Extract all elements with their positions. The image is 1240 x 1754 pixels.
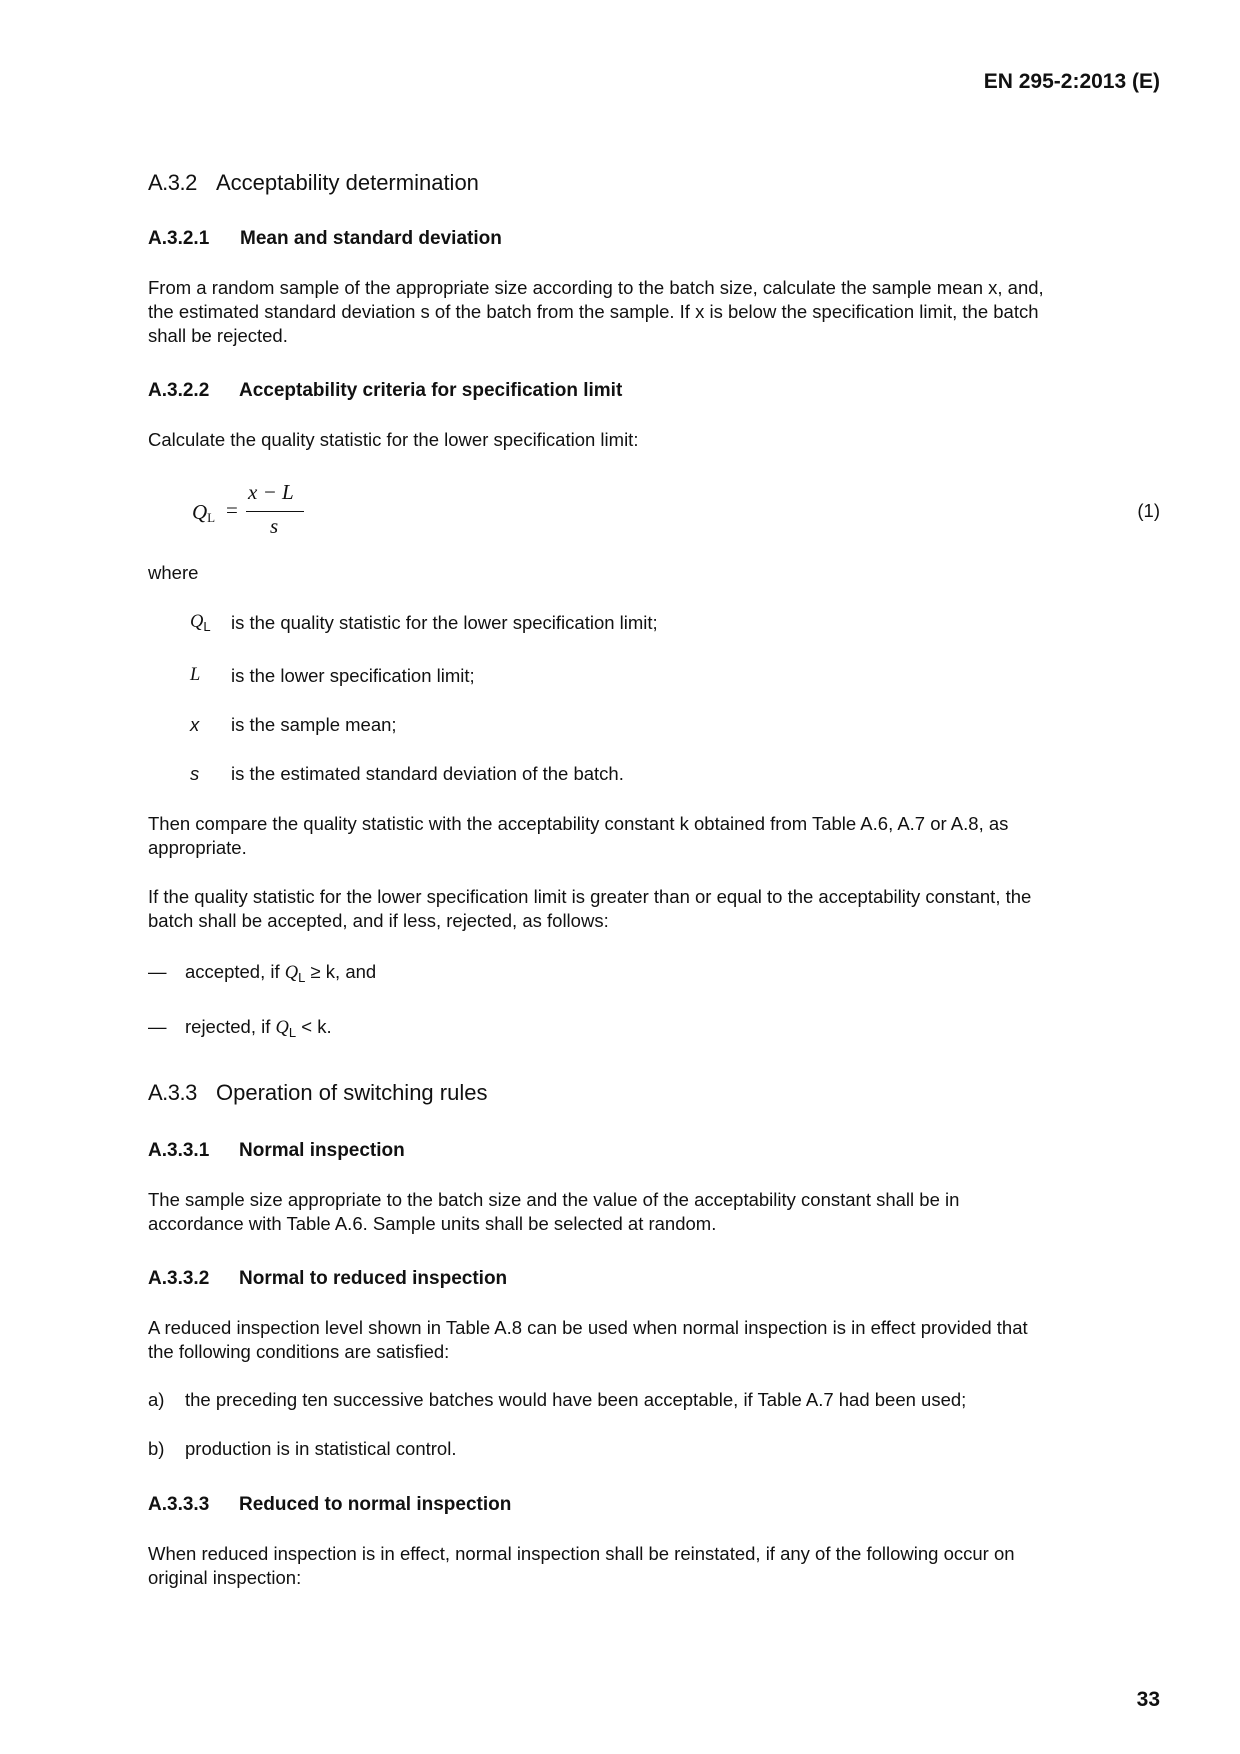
paragraph-normal-inspection — [148, 1188, 1168, 1236]
equation-quality-statistic — [190, 478, 320, 548]
section-number: A.3.2.2 — [148, 380, 210, 401]
section-number: A.3.3.2 — [148, 1268, 210, 1289]
page-number: 33 — [1136, 1688, 1160, 1711]
section-title: Mean and standard deviation — [240, 228, 502, 249]
section-heading-a32 — [148, 170, 479, 196]
list-label-b: b) — [148, 1438, 165, 1459]
section-title: Reduced to normal inspection — [239, 1494, 512, 1515]
list-label-a: a) — [148, 1389, 165, 1410]
section-title: Acceptability criteria for specification limit — [239, 380, 623, 401]
section-heading-a333 — [148, 1494, 511, 1516]
fraction-bar — [246, 511, 304, 512]
section-number: A.3.3 — [148, 1080, 197, 1105]
section-number: A.3.2 — [148, 170, 197, 195]
document-id: EN 295-2:2013 (E) — [983, 70, 1160, 93]
paragraph-line: appropriate. — [148, 837, 247, 858]
section-title: Acceptability determination — [216, 170, 479, 195]
section-heading-a322 — [148, 380, 622, 402]
definition-ql: is the quality statistic for the lower specification limit; — [231, 612, 658, 633]
definition-s: is the estimated standard deviation of the batch. — [231, 763, 624, 784]
section-title: Normal inspection — [239, 1140, 405, 1161]
section-title: Normal to reduced inspection — [239, 1268, 508, 1289]
section-heading-a33 — [148, 1080, 487, 1106]
paragraph-line: the estimated standard deviation s of the batch from the sample. If x is below the specification limit, the batch — [148, 301, 1039, 322]
paragraph-line: shall be rejected. — [148, 325, 288, 346]
section-number: A.3.2.1 — [148, 228, 210, 249]
equation-lhs: $Q_L$ — [192, 500, 216, 525]
equation-numerator: x − L — [248, 480, 294, 504]
paragraph-line: When reduced inspection is in effect, normal inspection shall be reinstated, if any of the following occur on — [148, 1543, 1015, 1564]
definition-x: is the sample mean; — [231, 714, 397, 735]
section-number: A.3.3.1 — [148, 1140, 210, 1161]
symbol-x: x — [190, 714, 200, 735]
paragraph-line: original inspection: — [148, 1567, 302, 1588]
paragraph-line: From a random sample of the appropriate size according to the batch size, calculate the sample mean x, and, — [148, 277, 1044, 298]
symbol-s: s — [190, 763, 200, 784]
section-title: Operation of switching rules — [216, 1080, 488, 1105]
bullet-dash: — — [148, 1016, 167, 1037]
definition-l: is the lower specification limit; — [231, 665, 475, 686]
paragraph-line: batch shall be accepted, and if less, rejected, as follows: — [148, 910, 609, 931]
paragraph-line: The sample size appropriate to the batch size and the value of the acceptability constant shall be in — [148, 1189, 960, 1210]
where-label: where — [148, 562, 199, 583]
bullet-accepted: accepted, if $Q_L \ge k$, and — [185, 961, 377, 985]
list-item-a: the preceding ten successive batches would have been acceptable, if Table A.7 had been used; — [185, 1389, 967, 1410]
paragraph-compare — [148, 812, 1168, 860]
paragraph-reduced-to-normal — [148, 1542, 1168, 1590]
equals-sign: = — [226, 498, 238, 522]
symbol-l: L — [190, 665, 201, 685]
paragraph-mean-sd — [148, 276, 1168, 348]
section-heading-a332 — [148, 1268, 507, 1290]
paragraph-line: If the quality statistic for the lower specification limit is greater than or equal to the acceptability constant, the — [148, 886, 1032, 907]
bullet-rejected: rejected, if $Q_L < k$. — [185, 1016, 332, 1040]
paragraph-line: the following conditions are satisfied: — [148, 1341, 450, 1362]
bullet-dash: — — [148, 961, 167, 982]
paragraph-normal-to-reduced — [148, 1316, 1168, 1364]
section-heading-a321 — [148, 228, 502, 250]
section-heading-a331 — [148, 1140, 405, 1162]
equation-denominator: s — [270, 514, 279, 538]
list-item-b: production is in statistical control. — [185, 1438, 457, 1459]
equation-number: (1) — [1137, 500, 1160, 521]
paragraph-line: A reduced inspection level shown in Table A.8 can be used when normal inspection is in effect provided that — [148, 1317, 1028, 1338]
paragraph-accept-reject — [148, 885, 1168, 933]
paragraph-line: Then compare the quality statistic with the acceptability constant k obtained from Table A.6, A.7 or A.8, as — [148, 813, 1009, 834]
paragraph-intro: Calculate the quality statistic for the lower specification limit: — [148, 429, 639, 450]
symbol-ql: $Q_L$ — [190, 612, 211, 634]
paragraph-line: accordance with Table A.6. Sample units shall be selected at random. — [148, 1213, 717, 1234]
section-number: A.3.3.3 — [148, 1494, 210, 1515]
